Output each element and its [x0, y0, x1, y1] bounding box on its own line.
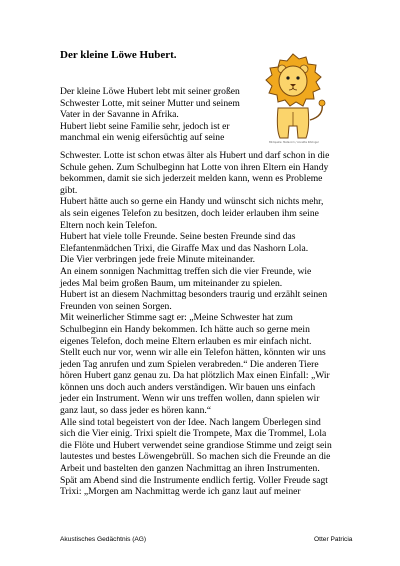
text-line: Schulbeginn ein Handy bekommen. Ich hätte auch so gerne mein [60, 323, 310, 335]
story-title: Der kleine Löwe Hubert. [60, 49, 177, 61]
footer-category: Akustisches Gedächtnis (AG) [60, 536, 147, 543]
text-line: Arbeit und bastelten den ganzen Nachmittag an ihren Instrumenten. [60, 463, 320, 475]
text-line: jeder ein Instrument. Wenn wir uns treffen wollen, dann spielen wir [60, 393, 320, 405]
text-line: Der kleine Löwe Hubert lebt mit seiner großen [60, 86, 240, 97]
text-line: bekommen, damit sie sich jederzeit melden kann, wenn es Probleme [60, 173, 323, 185]
text-line: ganz laut, so dass jeder es hören kann.“ [60, 405, 212, 417]
text-line: jeden Tag anrufen und zum Spielen verabreden.“ Die anderen Tiere [60, 358, 319, 370]
story-intro [60, 86, 280, 144]
text-line: An einem sonnigen Nachmittag treffen sich die vier Freunde, wie [60, 265, 312, 277]
text-line: die Flöte und Hubert verwendet seine grandiose Stimme und zeigt sein [60, 439, 332, 451]
text-line: Stellt euch nur vor, wenn wir alle ein Telefon hätten, könnten wir uns [60, 347, 326, 359]
text-line: Schwester. Lotte ist schon etwas älter als Hubert und darf schon in die [60, 150, 330, 161]
text-line: sich die Vier einig. Trixi spielt die Trompete, Max die Trommel, Lola [60, 428, 327, 440]
text-line: Alle sind total begeistert von der Idee. Nach langem Überlegen sind [60, 416, 321, 428]
text-line: Eltern noch kein Telefon. [60, 219, 158, 231]
text-line: jedes Mal beim großen Baum, um miteinander zu spielen. [60, 277, 283, 289]
text-line: Hubert liebt seine Familie sehr, jedoch ist er [60, 120, 230, 132]
text-line: Hubert hat viele tolle Freunde. Seine besten Freunde sind das [60, 231, 296, 243]
text-line: manchmal ein wenig eifersüchtig auf seine [60, 132, 225, 144]
footer-author: Otter Patricia [314, 536, 353, 543]
text-line: Schwester Lotte, mit seiner Mutter und seinem [60, 97, 240, 109]
text-line: Hubert ist an diesem Nachmittag besonders traurig und erzählt seinen [60, 289, 328, 301]
text-line: Elefantenmädchen Trixi, die Giraffe Max und das Nashorn Lola. [60, 242, 309, 254]
text-line: eigenes Telefon, doch meine Eltern erlauben es mir einfach nicht. [60, 335, 312, 347]
text-line: lautestes und bestes Löwengebrüll. So machen sich die Freunde an die [60, 451, 331, 463]
text-line: gibt. [60, 184, 78, 196]
text-line: hören Hubert ganz genau zu. Da hat plötzlich Max einen Einfall: „Wir [60, 370, 330, 382]
text-line: können uns doch auch anders verständigen. Wir bauen uns einfach [60, 381, 316, 393]
text-line: Mit weinerlicher Stimme sagt er: „Meine Schwester hat zum [60, 312, 293, 324]
text-line: als sein eigenes Telefon zu besitzen, doch leider erlauben ihm seine [60, 207, 319, 219]
text-line: Vater in der Savanne in Afrika. [60, 109, 179, 121]
text-line: Spät am Abend sind die Instrumente endlich fertig. Voller Freude sagt [60, 474, 328, 486]
story-text [60, 150, 368, 498]
image-credit: Bildquelle: Metacom / Annette Kitzinger [269, 141, 319, 144]
text-line: Hubert hätte auch so gerne ein Handy und wünscht sich nichts mehr, [60, 196, 324, 208]
text-line: Trixi: „Morgen am Nachmittag werde ich ganz laut auf meiner [60, 486, 301, 498]
text-line: Schule gehen. Zum Schulbeginn hat Lotte von ihren Eltern ein Handy [60, 161, 329, 173]
text-line: Freunden von seinen Sorgen. [60, 300, 172, 312]
text-line: Die Vier verbringen jede freie Minute miteinander. [60, 254, 256, 266]
